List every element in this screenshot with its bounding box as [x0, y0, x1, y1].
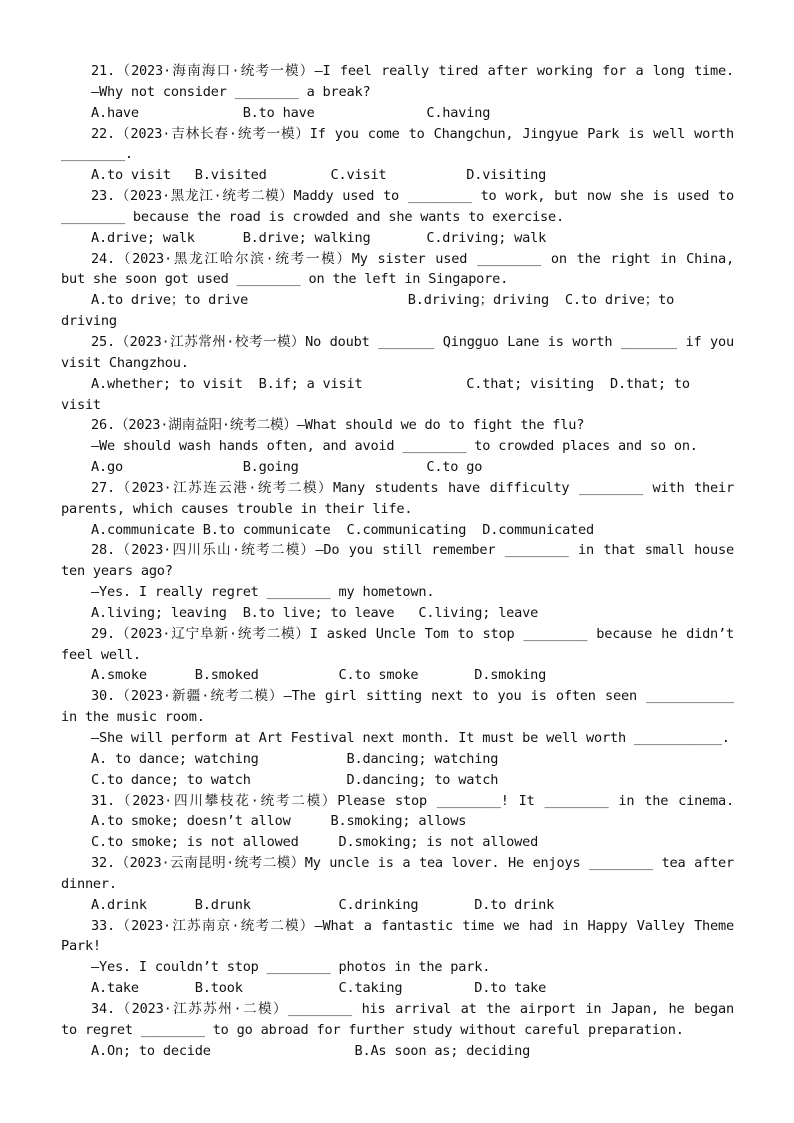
text-line: A. to dance; watching B.dancing; watching — [91, 750, 499, 767]
text-line: —Why not consider ________ a break? — [91, 83, 371, 100]
text-line: 25.（2023·江苏常州·校考一模）No doubt _______ Qingguo Lane is worth _______ if you — [91, 333, 734, 350]
text-line: A.to visit B.visited C.visit D.visiting — [91, 167, 547, 184]
text-line: A.smoke B.smoked C.to smoke D.smoking — [91, 667, 547, 684]
text-line: A.drive; walk B.drive; walking C.driving; walk — [91, 229, 547, 246]
text-line: 33.（2023·江苏南京·统考二模）—What a fantastic time we had in Happy Valley Theme — [91, 917, 734, 934]
text-line: A.On; to decide B.As soon as; deciding — [91, 1042, 531, 1059]
text-line: parents, which causes trouble in their life. — [61, 500, 413, 517]
text-line: ________ because the road is crowded and she wants to exercise. — [61, 208, 565, 225]
text-line: 30.（2023·新疆·统考二模）—The girl sitting next to you is often seen ___________ — [91, 688, 734, 705]
text-line: 32.（2023·云南昆明·统考二模）My uncle is a tea lover. He enjoys ________ tea after — [91, 855, 734, 872]
text-line: dinner. — [61, 875, 117, 892]
text-line: A.to drive；to drive B.driving；driving C.to drive；to — [91, 292, 675, 309]
text-line: ten years ago? — [61, 563, 173, 580]
text-line: ________. — [61, 146, 133, 163]
text-line: to regret ________ to go abroad for further study without careful preparation. — [61, 1021, 684, 1038]
text-line: 27.（2023·江苏连云港·统考二模）Many students have difficulty ________ with their — [91, 479, 734, 496]
text-line: feel well. — [61, 646, 141, 663]
text-line: visit — [61, 396, 101, 413]
text-line: —Yes. I really regret ________ my hometown. — [91, 584, 435, 601]
text-line: 28.（2023·四川乐山·统考二模）—Do you still remember ________ in that small house — [91, 542, 734, 559]
text-line: 26.（2023·湖南益阳·统考二模）—What should we do to fight the flu? — [91, 417, 585, 434]
text-line: A.go B.going C.to go — [91, 459, 483, 476]
text-line: but she soon got used ________ on the left in Singapore. — [61, 271, 509, 288]
text-line: 34.（2023·江苏苏州·二模）________ his arrival at the airport in Japan, he began — [91, 1000, 734, 1017]
text-line: A.communicate B.to communicate C.communicating D.communicated — [91, 521, 595, 538]
text-line: Park! — [61, 938, 101, 955]
text-line: A.living; leaving B.to live; to leave C.living; leave — [91, 604, 539, 621]
text-line: visit Changzhou. — [61, 354, 189, 371]
text-line: 29.（2023·辽宁阜新·统考二模）I asked Uncle Tom to stop ________ because he didn’t — [91, 625, 734, 642]
text-line: —Yes. I couldn’t stop ________ photos in the park. — [91, 959, 491, 976]
text-line: 21.（2023·海南海口·统考一模）—I feel really tired after working for a long time. — [91, 63, 734, 79]
text-line: 22.（2023·吉林长春·统考一模）If you come to Changchun, Jingyue Park is well worth — [91, 125, 734, 142]
text-line: A.take B.took C.taking D.to take — [91, 980, 547, 997]
text-line: 24.（2023·黑龙江哈尔滨·统考一模）My sister used ________ on the right in China, — [91, 250, 734, 267]
text-line: driving — [61, 313, 117, 330]
text-line: in the music room. — [61, 709, 205, 726]
text-line: C.to smoke; is not allowed D.smoking; is not allowed — [91, 834, 539, 851]
text-line: A.to smoke; doesn’t allow B.smoking; allows — [91, 813, 467, 830]
text-line: A.drink B.drunk C.drinking D.to drink — [91, 896, 555, 913]
text-line: —She will perform at Art Festival next month. It must be well worth ___________. — [91, 730, 730, 746]
text-line: A.have B.to have C.having — [91, 104, 491, 121]
text-line: —We should wash hands often, and avoid ________ to crowded places and so on. — [91, 438, 698, 455]
text-line: 31.（2023·四川攀枝花·统考二模）Please stop ________! It ________ in the cinema. — [91, 792, 734, 809]
text-line: 23.（2023·黑龙江·统考二模）Maddy used to ________ to work, but now she is used to — [91, 188, 734, 205]
text-line: A.whether; to visit B.if; a visit C.that; visiting D.that; to — [91, 375, 690, 392]
text-line: C.to dance; to watch D.dancing; to watch — [91, 771, 499, 788]
